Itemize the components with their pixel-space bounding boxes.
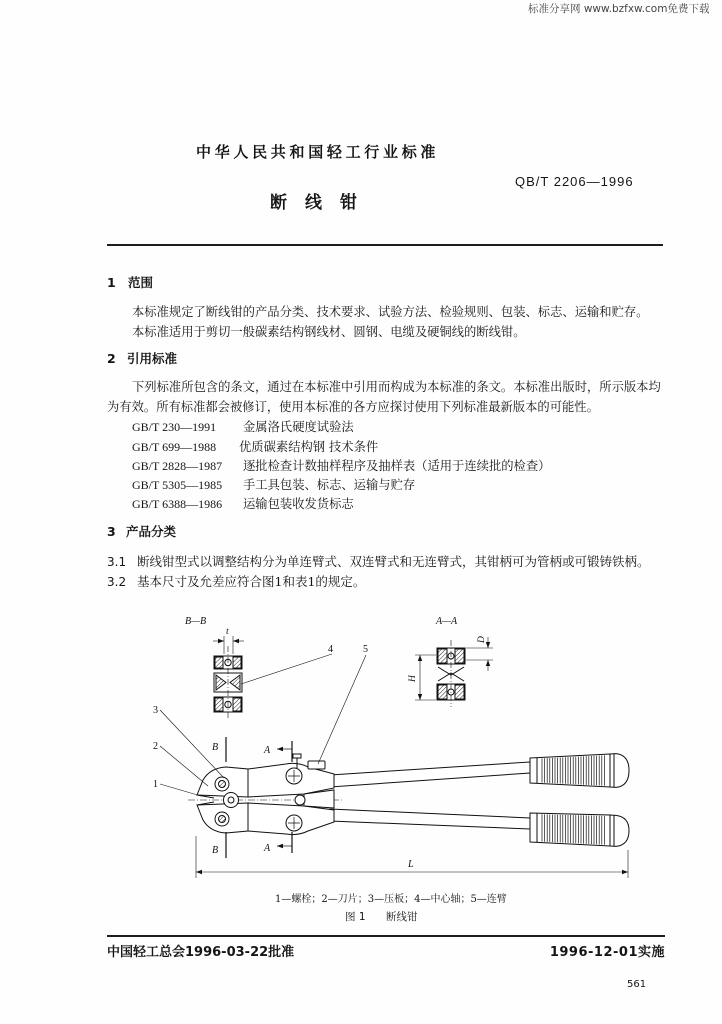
footer-rule [107, 935, 665, 937]
clause-number: 3.1 [107, 555, 127, 569]
standard-code: QB/T 2206—1996 [515, 174, 634, 189]
callout-4: 4 [328, 644, 333, 655]
reference-code: GB/T 6388—1986 [132, 497, 223, 511]
reference-code: GB/T 699—1988 [132, 440, 217, 454]
effective-date: 1996-12-01实施 [549, 945, 665, 960]
upper-handle-tube [330, 762, 530, 787]
jaw-bolt-core [219, 816, 226, 823]
cut-mark-a-bottom: A [264, 843, 271, 854]
section-a-a-label: A—A [436, 616, 458, 627]
page-number: 561 [627, 979, 647, 990]
header-rule [107, 244, 663, 246]
cut-mark-a-top: A [264, 745, 271, 756]
cut-mark-b-bottom: B [212, 845, 219, 856]
callout-3: 3 [153, 705, 158, 716]
cutter-head [188, 754, 344, 835]
figure-legend: 1—螺栓；2—刀片；3—压板；4—中心轴；5—连臂 [275, 894, 507, 905]
hatched-area [215, 698, 223, 711]
reference-title: 金属洛氏硬度试验法 [243, 420, 354, 434]
section-a-a-view [415, 637, 493, 707]
dimension-t-label: t [226, 627, 229, 637]
section-b-b-label: B—B [185, 616, 207, 627]
cut-mark-b-top: B [212, 742, 219, 753]
hatched-area [438, 685, 447, 699]
clause-text: 基本尺寸及允差应符合图1和表1的规定。 [137, 574, 366, 589]
lower-handle [330, 809, 629, 846]
callout-2: 2 [153, 741, 158, 752]
blade-section [216, 675, 226, 690]
section-number: 1 [107, 275, 116, 290]
figure-1-bolt-cutter-drawing [140, 600, 660, 885]
blade-section [230, 675, 240, 690]
paragraph: 本标准规定了断线钳的产品分类、技术要求、试验方法、检验规则、包装、标志、运输和贮存。 [132, 305, 649, 319]
upper-handle [330, 754, 629, 788]
reference-code: GB/T 2828—1987 [132, 459, 223, 473]
hatched-area [215, 657, 223, 668]
section-title: 范围 [128, 275, 154, 290]
reference-code: GB/T 230—1991 [132, 420, 217, 434]
reference-title: 手工具包装、标志、运输与贮存 [243, 478, 416, 492]
pressure-plate-bolt-core [228, 797, 234, 803]
connecting-arm [308, 761, 325, 769]
issuing-body-title: 中华人民共和国轻工行业标准 [196, 143, 440, 161]
hatched-area [233, 657, 241, 668]
site-watermark: 标准分享网 www.bzfxw.com免费下载 [528, 3, 710, 15]
leader-line-4 [241, 654, 332, 684]
dimension-d-label: D [477, 636, 487, 643]
section-number: 2 [107, 351, 116, 366]
reference-code: GB/T 5305—1985 [132, 478, 223, 492]
reference-title: 逐批检查计数抽样程序及抽样表（适用于连续批的检查） [243, 459, 551, 473]
upper-grip-end-cap [610, 754, 629, 788]
lower-grip-end-cap [610, 815, 629, 846]
section-title: 产品分类 [126, 524, 177, 539]
center-shaft [295, 795, 305, 805]
dimension-l-label: L [408, 859, 414, 870]
jaw-bolt-core [219, 781, 226, 788]
approval-statement: 中国轻工总会1996-03-22批准 [107, 945, 295, 960]
clause-text: 断线钳型式以调整结构分为单连臂式、双连臂式和无连臂式，其钳柄可为管柄或可锻铸铁柄。 [137, 554, 650, 569]
hatched-area [455, 685, 464, 699]
leader-line-1 [160, 784, 201, 796]
leader-line-5 [318, 655, 366, 764]
adjust-screw-head [293, 754, 301, 758]
leader-line-2 [160, 746, 208, 786]
lower-handle-tube [330, 809, 530, 829]
section-b-b-view [213, 636, 244, 720]
figure-number: 图 1 [345, 911, 366, 923]
callout-1: 1 [153, 779, 158, 790]
hatched-area [438, 649, 447, 663]
section-title: 引用标准 [127, 351, 178, 366]
hatched-area [233, 698, 241, 711]
reference-title: 优质碳素结构钢 技术条件 [239, 440, 379, 454]
hatched-area [455, 649, 464, 663]
figure-title: 断线钳 [386, 911, 418, 923]
section-number: 3 [107, 524, 116, 539]
document-title: 断线钳 [270, 193, 375, 213]
reference-title: 运输包装收发货标志 [243, 497, 354, 511]
callout-5: 5 [363, 644, 368, 655]
paragraph-line: 下列标准所包含的条文，通过在本标准中引用而构成为本标准的条文。本标准出版时，所示版本均 [132, 380, 661, 394]
clause-number: 3.2 [107, 575, 127, 589]
paragraph: 本标准适用于剪切一般碳素结构钢线材、圆钢、电缆及硬铜线的断线钳。 [132, 325, 526, 339]
dimension-h-label: H [408, 675, 418, 682]
paragraph-line: 为有效。所有标准都会被修订，使用本标准的各方应探讨使用下列标准最新版本的可能性。 [107, 400, 599, 414]
